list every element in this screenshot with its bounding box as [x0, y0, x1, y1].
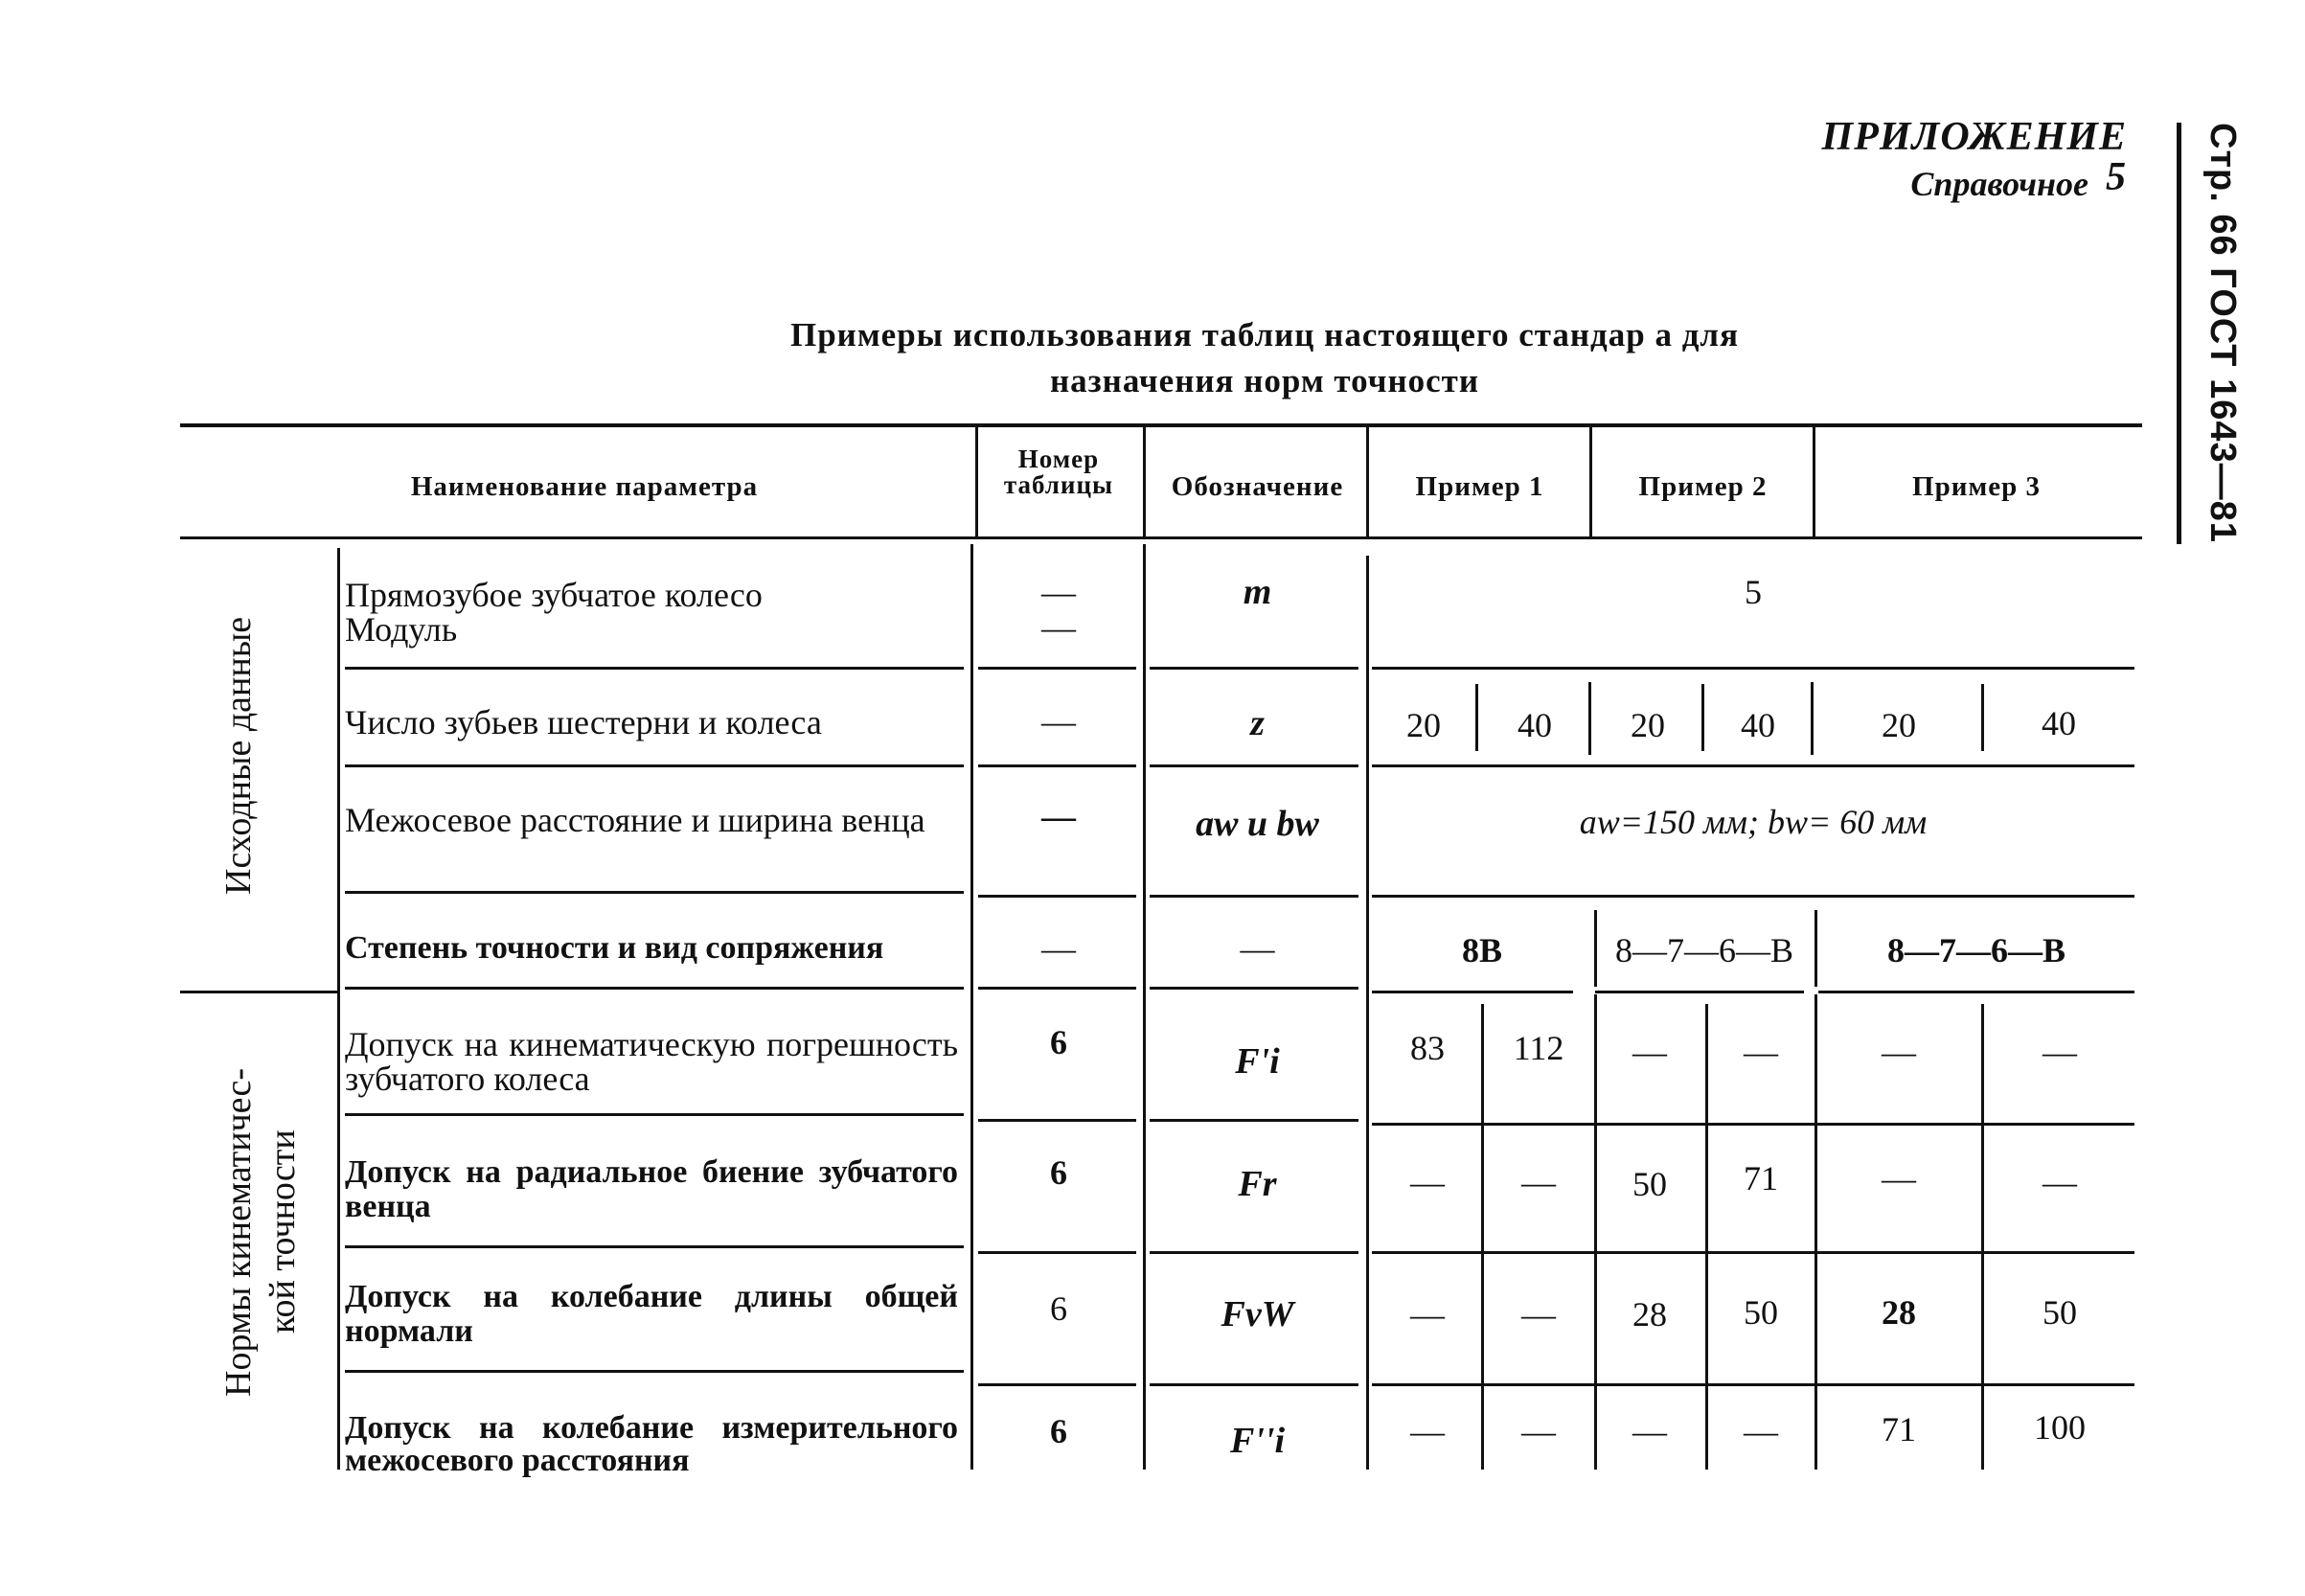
- header-bottom-rule: [180, 536, 2142, 539]
- group-label-initial: Исходные данные: [218, 616, 259, 895]
- group-separator: [180, 991, 337, 993]
- symbol: Fr: [1238, 1164, 1277, 1204]
- value-cell: —: [1882, 1159, 1916, 1197]
- row-rule: [1150, 667, 1358, 670]
- param-name: Допуск на радиальное биение зубчатого венца: [345, 1154, 958, 1224]
- row-rule: [1372, 667, 2134, 670]
- row-rule: [978, 895, 1136, 898]
- sub-divider: [1981, 684, 1984, 751]
- table-no: —: [1041, 608, 1076, 647]
- header-divider: [1143, 427, 1146, 536]
- header-divider: [1813, 427, 1815, 536]
- row-rule: [1818, 991, 2134, 993]
- table-no: —: [1041, 797, 1076, 835]
- value-cell: 40: [2042, 704, 2076, 742]
- param-name-line-2: Модуль: [345, 610, 458, 649]
- column-header-example-2: Пример 2: [1638, 471, 1768, 502]
- header-divider: [975, 427, 978, 536]
- row-rule: [978, 1119, 1136, 1122]
- example-divider: [1588, 682, 1591, 755]
- value-cell: 71: [1744, 1159, 1778, 1197]
- sub-divider: [1981, 1004, 1984, 1470]
- sub-divider: [1481, 1004, 1484, 1470]
- row-rule: [1372, 895, 2134, 898]
- header-divider: [1589, 427, 1592, 536]
- table-no: —: [1041, 929, 1076, 968]
- appendix-title: ПРИЛОЖЕНИЕ 5: [1821, 115, 2127, 199]
- value-cell: —: [2043, 1033, 2077, 1071]
- example-divider: [1811, 682, 1814, 755]
- row-rule: [1372, 1251, 2134, 1254]
- row-rule: [345, 987, 964, 990]
- value-cell: —: [1410, 1163, 1445, 1201]
- symbol: F''i: [1229, 1421, 1286, 1461]
- symbol: z: [1250, 703, 1265, 743]
- param-name: Допуск на колебание измерительного межосевого расстояния: [345, 1410, 958, 1478]
- merged-value: 5: [1745, 573, 1762, 611]
- value-cell: —: [1882, 1033, 1916, 1071]
- value-cell: —: [1521, 1163, 1556, 1201]
- caption-line-1: Примеры использования таблиц настоящего стандар а для: [789, 316, 1740, 353]
- param-name: Степень точности и вид сопряжения: [345, 930, 884, 966]
- value-cell: —: [1632, 1412, 1667, 1450]
- merged-value: aw=150 мм; bw= 60 мм: [1579, 803, 1928, 841]
- example-divider: [1594, 994, 1597, 1470]
- row-rule: [345, 764, 964, 767]
- row-rule: [345, 1245, 964, 1248]
- value-cell: —: [1744, 1033, 1778, 1071]
- column-divider: [1143, 544, 1146, 1470]
- row-rule: [978, 667, 1136, 670]
- column-divider: [1366, 556, 1369, 1470]
- group-divider: [337, 548, 340, 1470]
- group-label-kinematic-line-2: кой точности: [262, 1129, 303, 1334]
- value-cell: —: [1521, 1412, 1556, 1450]
- column-header-example-1: Пример 1: [1415, 471, 1544, 502]
- value-cell: 40: [1518, 706, 1552, 744]
- value-cell: 50: [2043, 1293, 2077, 1332]
- page-tag: Стр. 66 ГОСТ 1643—81: [2202, 123, 2243, 543]
- value-cell: 20: [1882, 706, 1916, 744]
- value-cell: 112: [1513, 1029, 1564, 1067]
- value-cell: 8В: [1461, 931, 1502, 969]
- row-rule: [978, 987, 1136, 990]
- example-divider: [1814, 994, 1817, 1470]
- column-header-example-3: Пример 3: [1912, 471, 2041, 502]
- column-header-table-no-text: Номер таблицы: [1003, 445, 1114, 499]
- table-no: —: [1041, 702, 1076, 741]
- value-cell: —: [1744, 1412, 1778, 1450]
- caption-line-2: назначения норм точности: [1049, 362, 1480, 399]
- appendix-subtitle: Справочное: [1910, 165, 2088, 203]
- column-header-param: Наименование параметра: [410, 471, 759, 502]
- row-rule: [1150, 1251, 1358, 1254]
- value-cell: —: [1632, 1033, 1667, 1071]
- value-cell: 28: [1882, 1293, 1916, 1332]
- value-cell: 28: [1632, 1295, 1667, 1334]
- row-rule: [1150, 764, 1358, 767]
- param-name: Число зубьев шестерни и колеса: [345, 703, 822, 741]
- param-name-line-1: Прямозубое зубчатое колесо: [345, 576, 763, 614]
- symbol: aw и bw: [1196, 804, 1319, 844]
- value-cell: 71: [1882, 1410, 1916, 1448]
- param-name: Допуск на колебание длины общей нормали: [345, 1279, 958, 1349]
- side-rule: [2177, 123, 2181, 544]
- value-cell: 100: [2034, 1408, 2086, 1447]
- value-cell: 20: [1631, 706, 1665, 744]
- row-rule: [1372, 764, 2134, 767]
- row-rule: [1595, 991, 1804, 993]
- value-cell: —: [1410, 1412, 1445, 1450]
- row-rule: [345, 667, 964, 670]
- row-rule: [1372, 1383, 2134, 1386]
- value-cell: 83: [1410, 1029, 1445, 1067]
- value-cell: —: [1521, 1295, 1556, 1334]
- value-cell: —: [1410, 1295, 1445, 1334]
- value-cell: 8—7—6—В: [1614, 931, 1793, 969]
- table-caption: [536, 312, 1993, 404]
- sub-divider: [1705, 1004, 1708, 1470]
- row-rule: [1150, 895, 1358, 898]
- value-cell: 20: [1406, 706, 1441, 744]
- table-no: 6: [1050, 1289, 1067, 1328]
- value-cell: 40: [1741, 706, 1775, 744]
- row-rule: [978, 764, 1136, 767]
- row-rule: [1150, 987, 1358, 990]
- symbol: m: [1243, 572, 1272, 612]
- column-header-table-no: [987, 446, 1130, 498]
- symbol: —: [1240, 929, 1275, 968]
- value-cell: —: [2043, 1163, 2077, 1201]
- row-rule: [1150, 1119, 1358, 1122]
- symbol: F'i: [1235, 1041, 1280, 1082]
- row-rule: [1372, 991, 1573, 993]
- table-no: 6: [1050, 1153, 1067, 1192]
- table-no: 6: [1050, 1412, 1067, 1450]
- row-rule: [1372, 1123, 2134, 1126]
- symbol: FvW: [1221, 1294, 1294, 1334]
- table-no: —: [1041, 573, 1076, 611]
- value-cell: 50: [1632, 1165, 1667, 1203]
- row-rule: [345, 891, 964, 894]
- header-divider: [1366, 427, 1369, 536]
- table-no: 6: [1050, 1023, 1067, 1061]
- param-name: Межосевое расстояние и ширина венца: [345, 801, 925, 839]
- param-name: [345, 578, 958, 647]
- row-rule: [1150, 1383, 1358, 1386]
- value-cell: 50: [1744, 1293, 1778, 1332]
- example-divider: [1814, 910, 1817, 987]
- column-divider: [970, 544, 973, 1470]
- group-label-kinematic: [217, 1021, 305, 1443]
- table-top-rule: [180, 423, 2142, 427]
- sub-divider: [1701, 684, 1704, 751]
- value-cell: 8—7—6—В: [1886, 931, 2065, 969]
- column-header-symbol: Обозначение: [1171, 471, 1344, 502]
- row-rule: [978, 1251, 1136, 1254]
- row-rule: [978, 1383, 1136, 1386]
- group-label-kinematic-line-1: Нормы кинематичес-: [218, 1067, 259, 1397]
- row-rule: [345, 1113, 964, 1116]
- row-rule: [345, 1370, 964, 1373]
- param-name: Допуск на кинематическую погрешность зубчатого колеса: [345, 1025, 958, 1098]
- sub-divider: [1475, 684, 1478, 751]
